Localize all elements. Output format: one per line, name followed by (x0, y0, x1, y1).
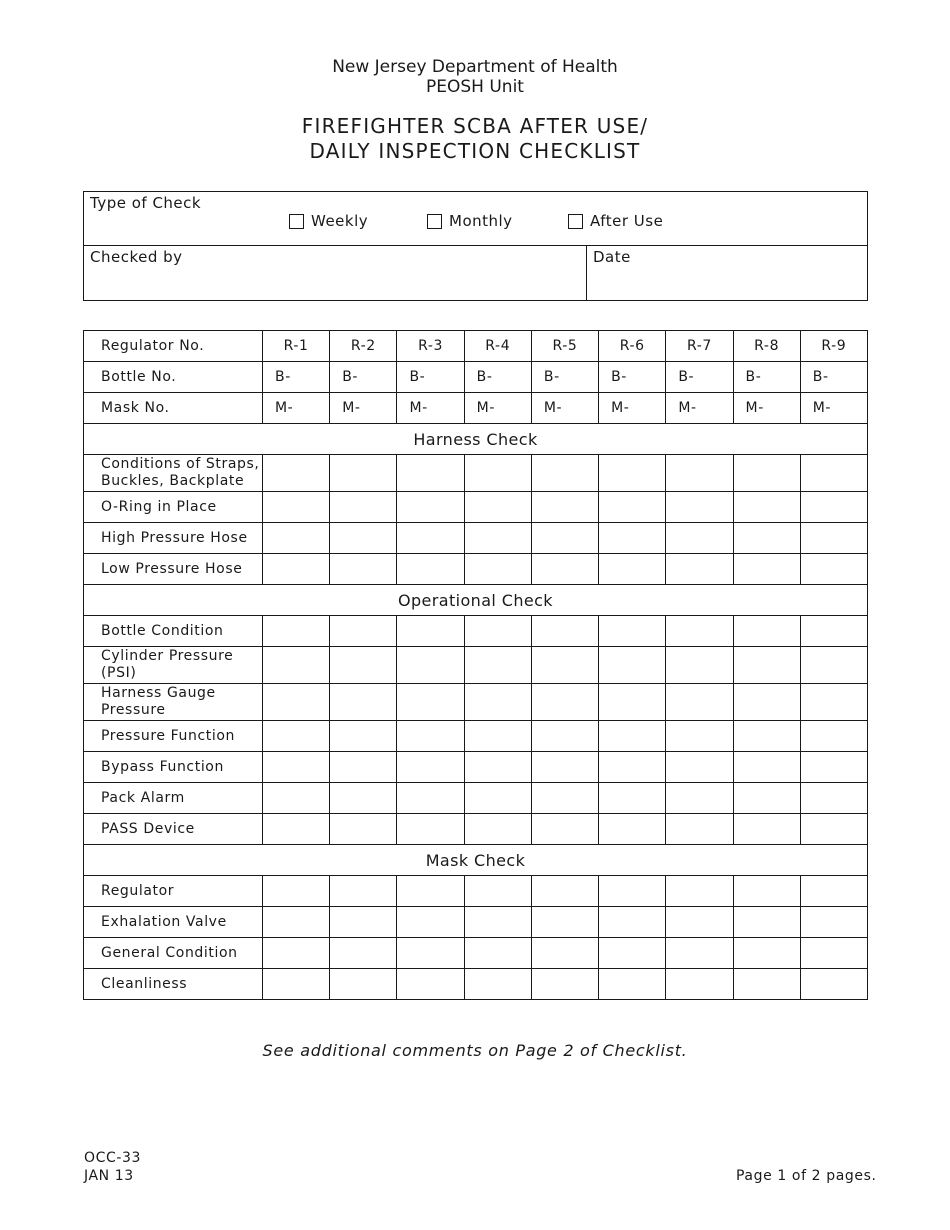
check-entry-cell[interactable] (263, 455, 330, 492)
bottle-number-field[interactable]: B- (733, 362, 800, 393)
check-entry-cell[interactable] (599, 721, 666, 752)
check-entry-cell[interactable] (263, 783, 330, 814)
regulator-number: R-6 (599, 331, 666, 362)
check-entry-cell[interactable] (733, 492, 800, 523)
check-entry-cell[interactable] (464, 455, 531, 492)
mask-number-field[interactable]: M- (330, 393, 397, 424)
check-entry-cell[interactable] (800, 455, 867, 492)
check-entry-cell[interactable] (531, 907, 598, 938)
bottle-number-field[interactable]: B- (666, 362, 733, 393)
regulator-number: R-7 (666, 331, 733, 362)
check-entry-cell[interactable] (666, 907, 733, 938)
check-entry-cell[interactable] (531, 938, 598, 969)
regulator-number: R-9 (800, 331, 867, 362)
check-entry-cell[interactable] (800, 907, 867, 938)
form-revision: JAN 13 (84, 1168, 134, 1184)
checklist-item-label: High Pressure Hose (84, 523, 263, 554)
checklist-row (84, 783, 868, 814)
check-entry-cell[interactable] (531, 752, 598, 783)
check-entry-cell[interactable] (330, 455, 397, 492)
check-entry-cell[interactable] (464, 876, 531, 907)
check-entry-cell[interactable] (531, 814, 598, 845)
check-entry-cell[interactable] (397, 616, 464, 647)
form-title-line-2: DAILY INSPECTION CHECKLIST (309, 139, 641, 163)
check-entry-cell[interactable] (733, 554, 800, 585)
check-entry-cell[interactable] (733, 938, 800, 969)
section-title: Harness Check (84, 424, 868, 455)
check-entry-cell[interactable] (397, 523, 464, 554)
check-entry-cell[interactable] (733, 647, 800, 684)
weekly-label: Weekly (311, 212, 369, 230)
check-entry-cell[interactable] (464, 721, 531, 752)
regulator-label: Regulator No. (84, 331, 263, 362)
check-entry-cell[interactable] (733, 455, 800, 492)
check-entry-cell[interactable] (599, 554, 666, 585)
check-entry-cell[interactable] (733, 783, 800, 814)
check-entry-cell[interactable] (464, 684, 531, 721)
check-entry-cell[interactable] (464, 969, 531, 1000)
check-entry-cell[interactable] (263, 907, 330, 938)
check-entry-cell[interactable] (531, 721, 598, 752)
check-entry-cell[interactable] (263, 721, 330, 752)
check-entry-cell[interactable] (531, 647, 598, 684)
mask-number-field[interactable]: M- (800, 393, 867, 424)
regulator-number: R-2 (330, 331, 397, 362)
check-entry-cell[interactable] (330, 647, 397, 684)
page-indicator: Page 1 of 2 pages. (736, 1168, 877, 1184)
checklist-row (84, 969, 868, 1000)
check-entry-cell[interactable] (733, 523, 800, 554)
section-title: Operational Check (84, 585, 868, 616)
check-entry-cell[interactable] (599, 969, 666, 1000)
type-of-check-cell (84, 192, 868, 246)
section-header-row (84, 845, 868, 876)
check-entry-cell[interactable] (397, 721, 464, 752)
check-entry-cell[interactable] (531, 876, 598, 907)
checklist-item-label: General Condition (84, 938, 263, 969)
after-use-option[interactable] (568, 212, 663, 230)
bottle-number-field[interactable]: B- (800, 362, 867, 393)
form-id: OCC-33 (84, 1150, 142, 1166)
check-entry-cell[interactable] (263, 814, 330, 845)
checklist-row (84, 554, 868, 585)
check-entry-cell[interactable] (464, 616, 531, 647)
mask-row (84, 393, 868, 424)
mask-number-field[interactable]: M- (666, 393, 733, 424)
check-entry-cell[interactable] (666, 492, 733, 523)
check-entry-cell[interactable] (464, 783, 531, 814)
checklist-item-label: Regulator (84, 876, 263, 907)
bottle-row (84, 362, 868, 393)
check-entry-cell[interactable] (599, 783, 666, 814)
check-entry-cell[interactable] (733, 616, 800, 647)
checklist-row (84, 492, 868, 523)
type-of-check-label: Type of Check (90, 194, 202, 212)
check-entry-cell[interactable] (800, 684, 867, 721)
check-entry-cell[interactable] (800, 647, 867, 684)
check-entry-cell[interactable] (330, 616, 397, 647)
check-entry-cell[interactable] (531, 616, 598, 647)
check-entry-cell[interactable] (330, 684, 397, 721)
checklist-item-label: Bypass Function (84, 752, 263, 783)
check-entry-cell[interactable] (263, 752, 330, 783)
check-entry-cell[interactable] (397, 455, 464, 492)
check-entry-cell[interactable] (733, 907, 800, 938)
mask-number-field[interactable]: M- (599, 393, 666, 424)
check-entry-cell[interactable] (397, 938, 464, 969)
check-entry-cell[interactable] (531, 783, 598, 814)
bottle-number-field[interactable]: B- (531, 362, 598, 393)
check-entry-cell[interactable] (397, 554, 464, 585)
check-entry-cell[interactable] (263, 616, 330, 647)
check-entry-cell[interactable] (397, 492, 464, 523)
check-entry-cell[interactable] (733, 752, 800, 783)
weekly-option[interactable] (289, 212, 368, 230)
check-entry-cell[interactable] (800, 554, 867, 585)
check-entry-cell[interactable] (330, 554, 397, 585)
checklist-item-label: O-Ring in Place (84, 492, 263, 523)
mask-number-field[interactable]: M- (531, 393, 598, 424)
check-entry-cell[interactable] (666, 554, 733, 585)
check-entry-cell[interactable] (666, 783, 733, 814)
checklist-item-label: Cylinder Pressure (PSI) (84, 647, 263, 684)
checklist-row (84, 684, 868, 721)
check-entry-cell[interactable] (397, 969, 464, 1000)
check-entry-cell[interactable] (599, 455, 666, 492)
weekly-checkbox[interactable] (289, 214, 304, 229)
check-entry-cell[interactable] (800, 616, 867, 647)
additional-comments-note: See additional comments on Page 2 of Checklist. (262, 1041, 688, 1060)
check-entry-cell[interactable] (666, 814, 733, 845)
bottle-number-field[interactable]: B- (599, 362, 666, 393)
check-entry-cell[interactable] (397, 783, 464, 814)
check-entry-cell[interactable] (733, 684, 800, 721)
mask-label: Mask No. (84, 393, 263, 424)
regulator-number: R-3 (397, 331, 464, 362)
check-entry-cell[interactable] (531, 455, 598, 492)
check-entry-cell[interactable] (599, 684, 666, 721)
check-entry-cell[interactable] (464, 647, 531, 684)
check-entry-cell[interactable] (531, 554, 598, 585)
checklist-row (84, 455, 868, 492)
check-entry-cell[interactable] (397, 907, 464, 938)
check-entry-cell[interactable] (733, 969, 800, 1000)
inspection-grid (83, 330, 868, 1000)
mask-number-field[interactable]: M- (733, 393, 800, 424)
check-entry-cell[interactable] (464, 554, 531, 585)
check-entry-cell[interactable] (330, 876, 397, 907)
checklist-row (84, 523, 868, 554)
check-entry-cell[interactable] (330, 492, 397, 523)
check-entry-cell[interactable] (464, 907, 531, 938)
regulator-number: R-8 (733, 331, 800, 362)
checklist-row (84, 907, 868, 938)
check-entry-cell[interactable] (330, 783, 397, 814)
monthly-label: Monthly (449, 212, 513, 230)
checklist-item-label: PASS Device (84, 814, 263, 845)
check-entry-cell[interactable] (263, 554, 330, 585)
check-entry-cell[interactable] (800, 876, 867, 907)
section-header-row (84, 424, 868, 455)
check-entry-cell[interactable] (263, 969, 330, 1000)
regulator-number: R-4 (464, 331, 531, 362)
checklist-row (84, 752, 868, 783)
check-entry-cell[interactable] (599, 814, 666, 845)
check-entry-cell[interactable] (733, 721, 800, 752)
check-entry-cell[interactable] (464, 814, 531, 845)
check-entry-cell[interactable] (666, 969, 733, 1000)
checklist-item-label: Cleanliness (84, 969, 263, 1000)
check-entry-cell[interactable] (599, 876, 666, 907)
regulator-number: R-1 (263, 331, 330, 362)
bottle-number-field[interactable]: B- (330, 362, 397, 393)
check-entry-cell[interactable] (397, 647, 464, 684)
checklist-row (84, 814, 868, 845)
check-entry-cell[interactable] (800, 492, 867, 523)
monthly-checkbox[interactable] (427, 214, 442, 229)
checklist-item-label: Pack Alarm (84, 783, 263, 814)
monthly-option[interactable] (427, 212, 513, 230)
checklist-item-label: Pressure Function (84, 721, 263, 752)
unit-name: PEOSH Unit (426, 77, 524, 97)
check-entry-cell[interactable] (464, 523, 531, 554)
check-entry-cell[interactable] (464, 752, 531, 783)
check-entry-cell[interactable] (397, 752, 464, 783)
check-entry-cell[interactable] (666, 523, 733, 554)
check-entry-cell[interactable] (599, 492, 666, 523)
date-field[interactable] (587, 246, 868, 301)
check-entry-cell[interactable] (330, 523, 397, 554)
check-entry-cell[interactable] (666, 647, 733, 684)
check-entry-cell[interactable] (666, 938, 733, 969)
check-entry-cell[interactable] (666, 455, 733, 492)
check-entry-cell[interactable] (330, 907, 397, 938)
check-entry-cell[interactable] (531, 523, 598, 554)
check-entry-cell[interactable] (666, 684, 733, 721)
check-entry-cell[interactable] (531, 492, 598, 523)
check-entry-cell[interactable] (666, 721, 733, 752)
check-entry-cell[interactable] (330, 752, 397, 783)
checklist-row (84, 938, 868, 969)
bottle-number-field[interactable]: B- (464, 362, 531, 393)
check-entry-cell[interactable] (800, 721, 867, 752)
check-entry-cell[interactable] (263, 492, 330, 523)
checklist-item-label: Harness Gauge Pressure (84, 684, 263, 721)
check-entry-cell[interactable] (666, 752, 733, 783)
check-entry-cell[interactable] (599, 647, 666, 684)
bottle-label: Bottle No. (84, 362, 263, 393)
check-entry-cell[interactable] (263, 938, 330, 969)
after-use-label: After Use (590, 212, 664, 230)
regulator-row (84, 331, 868, 362)
check-entry-cell[interactable] (800, 783, 867, 814)
check-entry-cell[interactable] (800, 814, 867, 845)
form-title-line-1: FIREFIGHTER SCBA AFTER USE/ (301, 114, 649, 138)
after-use-checkbox[interactable] (568, 214, 583, 229)
check-entry-cell[interactable] (464, 938, 531, 969)
check-entry-cell[interactable] (666, 616, 733, 647)
checklist-row (84, 647, 868, 684)
bottle-number-field[interactable]: B- (263, 362, 330, 393)
check-entry-cell[interactable] (666, 876, 733, 907)
checklist-item-label: Low Pressure Hose (84, 554, 263, 585)
check-entry-cell[interactable] (397, 814, 464, 845)
check-entry-cell[interactable] (330, 814, 397, 845)
check-entry-cell[interactable] (599, 523, 666, 554)
check-entry-cell[interactable] (733, 814, 800, 845)
checklist-row (84, 721, 868, 752)
check-entry-cell[interactable] (263, 684, 330, 721)
check-entry-cell[interactable] (800, 938, 867, 969)
check-info-table (83, 191, 868, 301)
check-entry-cell[interactable] (263, 876, 330, 907)
mask-number-field[interactable]: M- (397, 393, 464, 424)
check-entry-cell[interactable] (733, 876, 800, 907)
check-entry-cell[interactable] (599, 616, 666, 647)
check-entry-cell[interactable] (531, 969, 598, 1000)
date-label: Date (593, 248, 631, 266)
regulator-number: R-5 (531, 331, 598, 362)
checklist-item-label: Exhalation Valve (84, 907, 263, 938)
checklist-item-label: Conditions of Straps, Buckles, Backplate (84, 455, 263, 492)
check-entry-cell[interactable] (330, 938, 397, 969)
agency-name: New Jersey Department of Health (332, 57, 618, 77)
check-entry-cell[interactable] (464, 492, 531, 523)
check-entry-cell[interactable] (800, 523, 867, 554)
check-entry-cell[interactable] (599, 907, 666, 938)
section-header-row (84, 585, 868, 616)
check-entry-cell[interactable] (599, 938, 666, 969)
check-entry-cell[interactable] (531, 684, 598, 721)
bottle-number-field[interactable]: B- (397, 362, 464, 393)
check-entry-cell[interactable] (800, 969, 867, 1000)
check-entry-cell[interactable] (397, 684, 464, 721)
section-title: Mask Check (84, 845, 868, 876)
checked-by-label: Checked by (90, 248, 183, 266)
checklist-item-label: Bottle Condition (84, 616, 263, 647)
checklist-row (84, 616, 868, 647)
checklist-row (84, 876, 868, 907)
mask-number-field[interactable]: M- (263, 393, 330, 424)
check-entry-cell[interactable] (330, 721, 397, 752)
check-entry-cell[interactable] (800, 752, 867, 783)
checked-by-field[interactable] (84, 246, 587, 301)
check-entry-cell[interactable] (397, 876, 464, 907)
mask-number-field[interactable]: M- (464, 393, 531, 424)
check-entry-cell[interactable] (330, 969, 397, 1000)
check-entry-cell[interactable] (263, 523, 330, 554)
check-entry-cell[interactable] (263, 647, 330, 684)
check-entry-cell[interactable] (599, 752, 666, 783)
